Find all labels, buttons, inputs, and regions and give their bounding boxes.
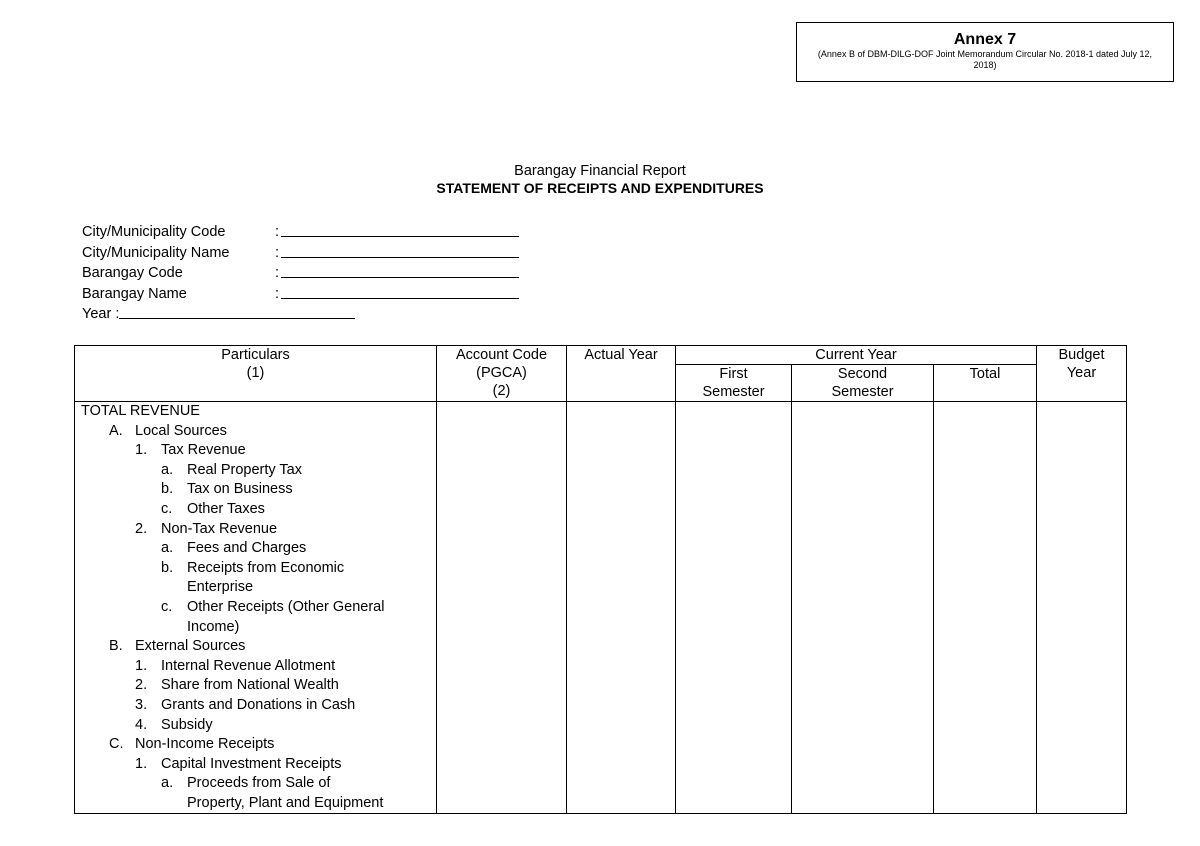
field-barangay-code xyxy=(82,263,519,284)
list-item xyxy=(75,578,436,598)
city-code-input-line[interactable] xyxy=(281,222,519,237)
second-semester-label-1: Second xyxy=(837,366,888,382)
annex-subtitle: (Annex B of DBM-DILG-DOF Joint Memorandum Circular No. 2018-1 dated July 12, 2018) xyxy=(817,49,1153,70)
body-row xyxy=(75,402,1127,814)
item-marker: 3. xyxy=(135,696,148,713)
col-account-code-header xyxy=(437,346,567,402)
year-input-line[interactable] xyxy=(119,304,355,319)
receipts-expenditures-table xyxy=(74,345,1127,814)
item-text: Enterprise xyxy=(187,579,254,596)
account-code-label: Account Code xyxy=(455,347,548,363)
item-text: Non-Tax Revenue xyxy=(161,520,278,537)
list-item xyxy=(75,794,436,814)
list-item xyxy=(75,637,436,657)
item-text: TOTAL REVENUE xyxy=(81,403,200,419)
item-marker: C. xyxy=(109,736,124,753)
annex-box xyxy=(796,22,1174,82)
col-actual-year-header xyxy=(567,346,676,402)
field-label: City/Municipality Name xyxy=(82,244,230,261)
list-item xyxy=(75,422,436,442)
list-item xyxy=(75,402,436,422)
list-item xyxy=(75,676,436,696)
item-marker: b. xyxy=(161,481,174,498)
item-text: Fees and Charges xyxy=(187,540,307,557)
item-marker: b. xyxy=(161,559,174,576)
header-fields xyxy=(82,222,519,325)
col-second-semester-header xyxy=(792,365,934,402)
field-separator: : xyxy=(275,285,280,302)
item-marker: 1. xyxy=(135,442,148,459)
field-label: Barangay Name xyxy=(82,285,187,302)
list-item xyxy=(75,598,436,618)
city-name-input-line[interactable] xyxy=(281,243,519,258)
report-heading: STATEMENT OF RECEIPTS AND EXPENDITURES xyxy=(436,180,764,196)
account-code-num: (2) xyxy=(492,383,511,399)
list-item xyxy=(75,716,436,736)
col-first-semester-header xyxy=(676,365,792,402)
list-item xyxy=(75,500,436,520)
list-item xyxy=(75,735,436,755)
list-item xyxy=(75,657,436,677)
list-item xyxy=(75,755,436,775)
item-marker: c. xyxy=(161,500,173,517)
item-text: Other Receipts (Other General xyxy=(187,598,385,615)
item-text: External Sources xyxy=(135,638,246,655)
item-marker: A. xyxy=(109,422,123,439)
field-separator: : xyxy=(275,244,280,261)
list-item xyxy=(75,480,436,500)
particulars-cell xyxy=(75,402,437,814)
particulars-num: (1) xyxy=(246,365,265,381)
item-marker: 1. xyxy=(135,657,148,674)
particulars-label: Particulars xyxy=(221,347,290,363)
total-label: Total xyxy=(969,366,1001,382)
item-text: Property, Plant and Equipment xyxy=(187,794,384,811)
account-code-cell[interactable] xyxy=(437,402,567,814)
report-title: Barangay Financial Report xyxy=(514,163,686,179)
field-label: Barangay Code xyxy=(82,265,183,281)
item-text: Receipts from Economic xyxy=(187,559,345,576)
list-item xyxy=(75,441,436,461)
item-text: Other Taxes xyxy=(187,500,265,517)
budget-year-label-1: Budget xyxy=(1058,347,1105,363)
field-city-code xyxy=(82,222,519,243)
list-item xyxy=(75,696,436,716)
barangay-code-input-line[interactable] xyxy=(281,263,519,278)
list-item xyxy=(75,774,436,794)
field-label: Year : xyxy=(82,306,120,322)
budget-year-label-2: Year xyxy=(1066,365,1097,381)
budget-year-cell[interactable] xyxy=(1037,402,1127,814)
item-marker: 2. xyxy=(135,520,148,537)
current-year-label: Current Year xyxy=(815,347,897,363)
item-text: Grants and Donations in Cash xyxy=(161,696,356,713)
item-text: Proceeds from Sale of xyxy=(187,775,331,792)
second-semester-cell[interactable] xyxy=(792,402,934,814)
item-marker: 1. xyxy=(135,755,148,772)
item-text: Subsidy xyxy=(161,716,213,733)
col-budget-year-header xyxy=(1037,346,1127,402)
total-cell[interactable] xyxy=(934,402,1037,814)
field-separator: : xyxy=(275,265,280,281)
col-total-header xyxy=(934,365,1037,402)
item-text: Non-Income Receipts xyxy=(135,736,275,753)
item-text: Tax Revenue xyxy=(161,442,246,459)
actual-year-cell[interactable] xyxy=(567,402,676,814)
barangay-name-input-line[interactable] xyxy=(281,284,519,299)
annex-title: Annex 7 xyxy=(953,31,1017,48)
item-marker: 2. xyxy=(135,677,148,694)
actual-year-label: Actual Year xyxy=(584,347,658,363)
list-item xyxy=(75,539,436,559)
list-item xyxy=(75,559,436,579)
first-semester-label-2: Semester xyxy=(702,384,765,400)
second-semester-label-2: Semester xyxy=(831,384,894,400)
account-code-sub: (PGCA) xyxy=(476,365,527,381)
first-semester-cell[interactable] xyxy=(676,402,792,814)
item-text: Income) xyxy=(187,618,240,635)
item-marker: c. xyxy=(161,598,173,615)
item-text: Share from National Wealth xyxy=(161,677,339,694)
item-text: Capital Investment Receipts xyxy=(161,755,342,772)
list-item xyxy=(75,520,436,540)
first-semester-label-1: First xyxy=(719,366,748,382)
field-year xyxy=(82,304,519,325)
list-item xyxy=(75,461,436,481)
field-separator: : xyxy=(275,224,280,240)
item-marker: 4. xyxy=(135,716,148,733)
list-item xyxy=(75,618,436,638)
item-marker: a. xyxy=(161,461,174,478)
item-text: Real Property Tax xyxy=(187,461,302,478)
item-marker: B. xyxy=(109,638,123,655)
report-title-block xyxy=(0,163,1200,197)
col-particulars-header xyxy=(75,346,437,402)
item-text: Local Sources xyxy=(135,422,227,439)
field-city-name xyxy=(82,243,519,264)
header-row-1 xyxy=(75,346,1127,365)
item-text: Internal Revenue Allotment xyxy=(161,657,336,674)
item-marker: a. xyxy=(161,540,174,557)
item-text: Tax on Business xyxy=(187,481,293,498)
col-current-year-header xyxy=(676,346,1037,365)
item-marker: a. xyxy=(161,775,174,792)
field-barangay-name xyxy=(82,284,519,305)
field-label: City/Municipality Code xyxy=(82,224,226,240)
